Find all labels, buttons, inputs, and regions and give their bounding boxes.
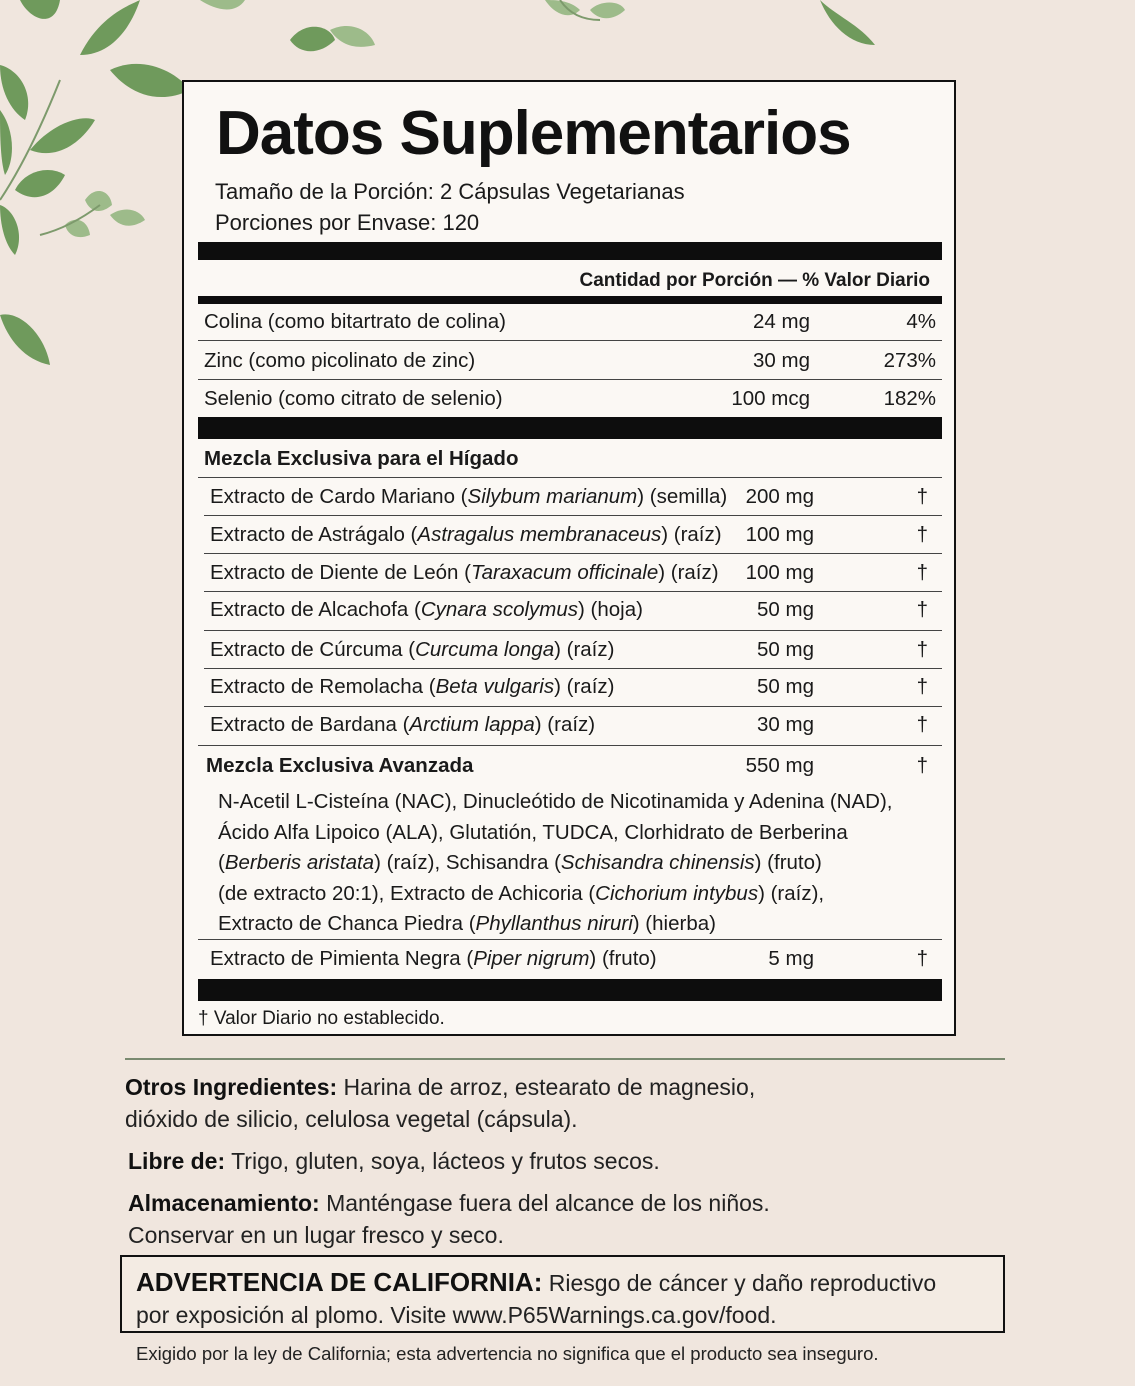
dagger-mark: † — [916, 713, 928, 736]
dagger-mark: † — [916, 638, 928, 661]
other-ingredients — [125, 1071, 755, 1135]
medium-divider — [198, 296, 942, 304]
ingredient-amount: 50 mg — [757, 675, 814, 698]
blend-line: (de extracto 20:1), Extracto de Achicoria (Cichorium intybus) (raíz), — [218, 881, 825, 905]
leaf-icon — [110, 210, 145, 226]
leaf-icon — [30, 118, 95, 153]
legal-note: Exigido por la ley de California; esta advertencia no significa que el producto sea inseguro. — [136, 1343, 879, 1364]
dagger-mark: † — [916, 561, 928, 584]
nutrient-dv: 4% — [906, 310, 936, 333]
warning-label: ADVERTENCIA DE CALIFORNIA: — [136, 1267, 543, 1297]
ingredient-amount: 200 mg — [745, 485, 814, 508]
leaf-icon — [590, 3, 625, 19]
nutrient-amount: 24 mg — [753, 310, 810, 333]
ingredient-amount: 50 mg — [757, 638, 814, 661]
ingredient-amount: 5 mg — [768, 947, 814, 970]
leaf-icon — [0, 65, 28, 120]
column-header: Cantidad por Porción — % Valor Diario — [579, 270, 930, 291]
row-divider — [198, 745, 942, 746]
nutrient-dv: 182% — [883, 387, 936, 410]
other-ingredients-text: dióxido de silicio, celulosa vegetal (cápsula). — [125, 1106, 578, 1132]
storage — [128, 1187, 770, 1251]
leaf-icon — [80, 0, 140, 55]
ingredient-amount: 50 mg — [757, 598, 814, 621]
other-ingredients-text: Harina de arroz, estearato de magnesio, — [337, 1074, 756, 1100]
free-from-label: Libre de: — [128, 1148, 226, 1174]
footnote: † Valor Diario no establecido. — [198, 1008, 445, 1029]
dagger-mark: † — [916, 523, 928, 546]
serving-info — [215, 176, 685, 238]
leaf-icon — [290, 27, 335, 51]
blend-title: Mezcla Exclusiva para el Hígado — [204, 447, 519, 470]
row-divider — [204, 706, 942, 707]
thick-divider — [198, 417, 942, 439]
nutrient-amount: 30 mg — [753, 349, 810, 372]
thick-divider — [198, 242, 942, 260]
dagger-mark: † — [916, 485, 928, 508]
leaf-icon — [200, 0, 245, 9]
thick-divider — [198, 979, 942, 1001]
nutrient-dv: 273% — [883, 349, 936, 372]
free-from-text: Trigo, gluten, soya, lácteos y frutos secos. — [225, 1148, 660, 1174]
row-divider — [204, 553, 942, 554]
blend-ingredients — [218, 787, 918, 940]
row-divider — [198, 477, 942, 478]
blend-amount: 550 mg — [745, 754, 814, 777]
warning-text: Riesgo de cáncer y daño reproductivo — [542, 1270, 937, 1296]
leaf-icon — [0, 110, 12, 175]
leaf-icon — [110, 64, 190, 97]
leaf-icon — [20, 0, 60, 19]
blend-line: Extracto de Chanca Piedra (Phyllanthus niruri) (hierba) — [218, 912, 716, 935]
ingredient-amount: 30 mg — [757, 713, 814, 736]
dagger-mark: † — [916, 598, 928, 621]
servings-per-container: Porciones por Envase: 120 — [215, 210, 480, 235]
other-ingredients-label: Otros Ingredientes: — [125, 1074, 338, 1100]
row-divider — [204, 668, 942, 669]
leaf-icon — [15, 170, 65, 197]
ingredient-amount: 100 mg — [745, 561, 814, 584]
ingredient-name: Extracto de Astrágalo (Astragalus membranaceus) (raíz) — [210, 523, 722, 546]
leaf-icon — [0, 205, 19, 255]
storage-text: Conservar en un lugar fresco y seco. — [128, 1222, 504, 1248]
row-divider — [204, 515, 942, 516]
row-divider — [204, 630, 942, 631]
panel-title: Datos Suplementarios — [216, 99, 851, 168]
dagger-mark: † — [916, 754, 928, 777]
blend-line: (Berberis aristata) (raíz), Schisandra (Schisandra chinensis) (fruto) — [218, 851, 822, 874]
nutrient-amount: 100 mcg — [731, 387, 810, 410]
nutrient-name: Colina (como bitartrato de colina) — [204, 310, 506, 333]
ingredient-name: Extracto de Alcachofa (Cynara scolymus) (hoja) — [210, 598, 643, 621]
ingredient-name: Extracto de Pimienta Negra (Piper nigrum) (fruto) — [210, 947, 657, 970]
section-divider — [125, 1058, 1005, 1060]
blend-line: Ácido Alfa Lipoico (ALA), Glutatión, TUDCA, Clorhidrato de Berberina — [218, 820, 848, 844]
dagger-mark: † — [916, 947, 928, 970]
california-warning — [120, 1255, 1005, 1333]
leaf-icon — [85, 191, 112, 211]
blend-title: Mezcla Exclusiva Avanzada — [206, 754, 474, 777]
ingredient-name: Extracto de Cúrcuma (Curcuma longa) (raíz) — [210, 638, 615, 661]
ingredient-name: Extracto de Bardana (Arctium lappa) (raíz) — [210, 713, 596, 736]
blend-line: N-Acetil L-Cisteína (NAC), Dinucleótido de Nicotinamida y Adenina (NAD), — [218, 790, 893, 813]
storage-label: Almacenamiento: — [128, 1190, 320, 1216]
ingredient-amount: 100 mg — [745, 523, 814, 546]
nutrient-name: Zinc (como picolinato de zinc) — [204, 349, 476, 372]
ingredient-name: Extracto de Diente de León (Taraxacum officinale) (raíz) — [210, 561, 719, 584]
nutrient-name: Selenio (como citrato de selenio) — [204, 387, 503, 410]
warning-text: por exposición al plomo. Visite www.P65Warnings.ca.gov/food. — [136, 1302, 777, 1328]
row-divider — [198, 340, 942, 341]
supplement-facts-panel — [182, 80, 956, 1036]
leaf-icon — [330, 26, 375, 47]
leaf-icon — [820, 0, 875, 45]
storage-text: Manténgase fuera del alcance de los niños. — [319, 1190, 770, 1216]
row-divider — [204, 591, 942, 592]
free-from — [128, 1145, 660, 1177]
row-divider — [198, 379, 942, 380]
ingredient-name: Extracto de Cardo Mariano (Silybum marianum) (semilla) — [210, 485, 728, 508]
leaf-icon — [0, 314, 50, 365]
row-divider — [198, 939, 942, 940]
serving-size: Tamaño de la Porción: 2 Cápsulas Vegetarianas — [215, 179, 685, 204]
dagger-mark: † — [916, 675, 928, 698]
ingredient-name: Extracto de Remolacha (Beta vulgaris) (raíz) — [210, 675, 615, 698]
leaf-icon — [65, 220, 90, 237]
